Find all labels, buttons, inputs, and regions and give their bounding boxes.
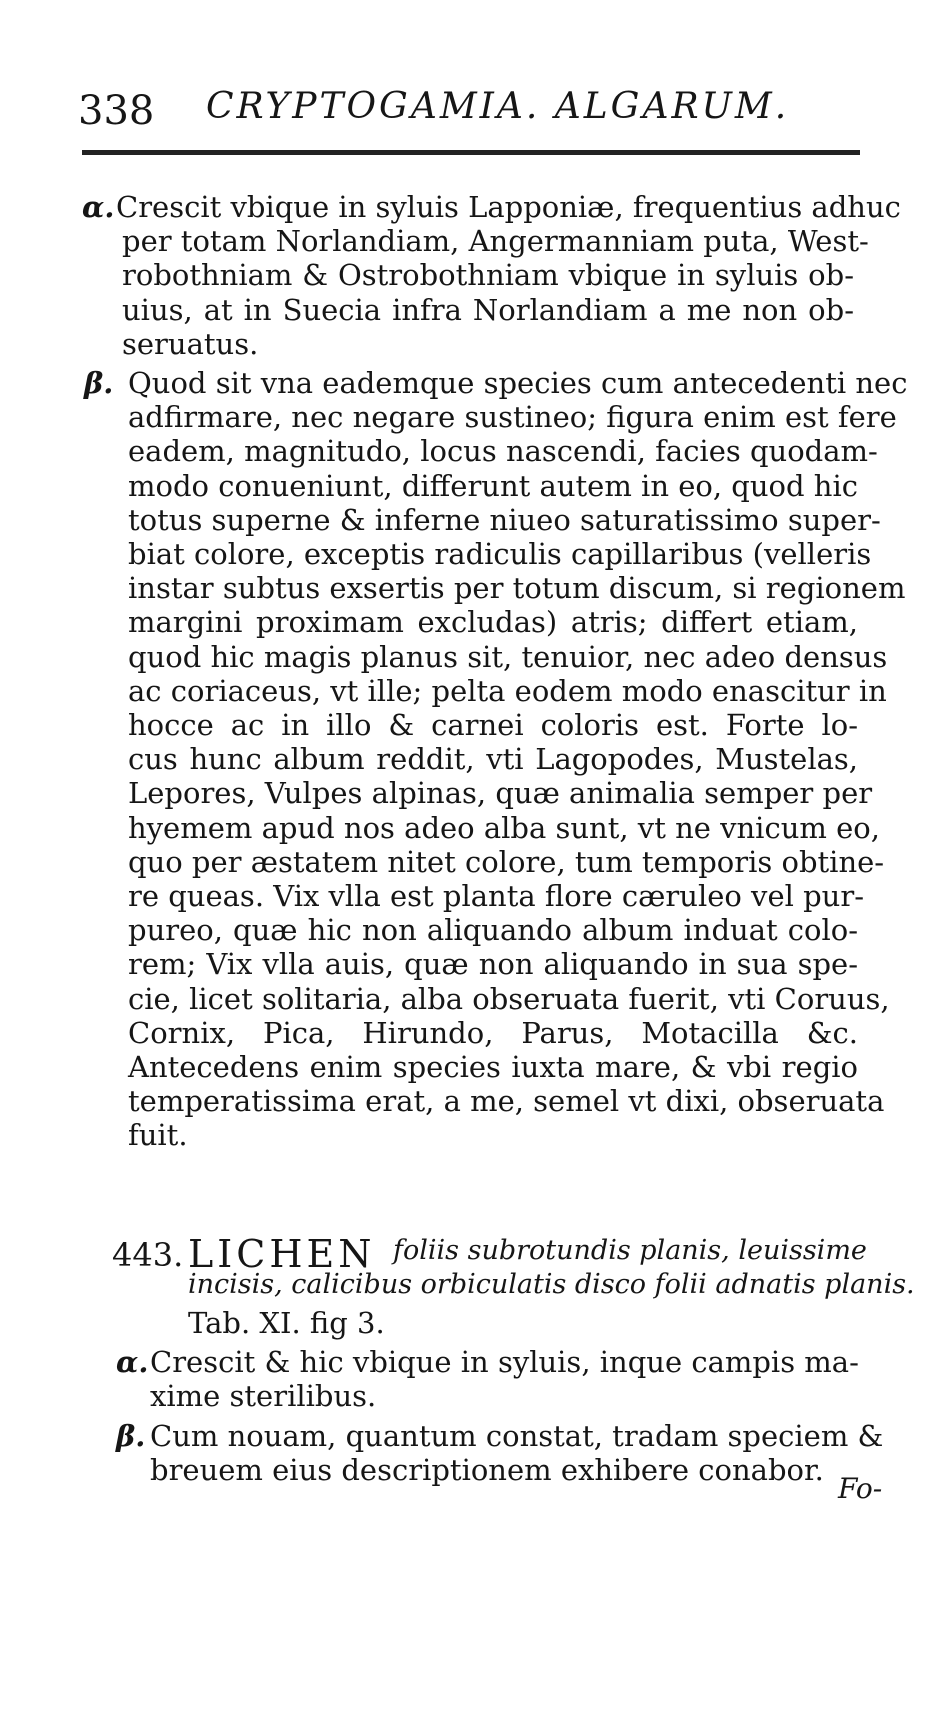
text-line: modo conueniunt, differunt autem in eo, quod hic [128,468,858,503]
text-line: instar subtus exsertis per totum discum, si regionem [128,571,906,606]
entry-number: 443. [112,1236,184,1274]
text-line: totus superne & inferne niueo saturatissimo super- [128,502,881,537]
text-line: adfirmare, nec negare sustineo; figura enim est fere [128,400,897,435]
diagnosis-line: foliis subrotundis planis, leuissime [393,1235,867,1266]
figure-reference: Tab. XI. fig 3. [188,1306,385,1340]
text-line: xime sterilibus. [150,1379,377,1414]
text-line: breuem eius descriptionem exhibere conabor. [150,1453,824,1488]
text-line: margini proximam excludas) atris; differt etiam, [128,605,858,640]
page-number: 338 [78,88,155,134]
text-line: ac coriaceus, vt ille; pelta eodem modo enascitur in [128,673,887,708]
paragraph-beta-2 [116,1419,884,1488]
text-line: per totam Norlandiam, Angermanniam puta, West- [122,224,869,259]
text-line: Crescit & hic vbique in syluis, inque campis ma- [150,1345,859,1379]
entry-genus: LICHEN [188,1232,376,1276]
text-line: Lepores, Vulpes alpinas, quæ animalia semper per [128,776,873,811]
text-line: hyemem apud nos adeo alba sunt, vt ne vnicum eo, [128,810,880,845]
text-line: quo per æstatem nitet colore, tum temporis obtine- [128,844,885,879]
text-line: hocce ac in illo & carnei coloris est. Forte lo- [128,708,858,743]
text-line: rem; Vix vlla auis, quæ non aliquando in sua spe- [128,947,858,982]
text-line: cie, licet solitaria, alba obseruata fuerit, vti Coruus, [128,981,890,1016]
running-title: CRYPTOGAMIA. ALGARUM. [206,86,790,127]
text-line: Crescit vbique in syluis Lapponiæ, frequentius adhuc [116,190,901,224]
text-line: eadem, magnitudo, locus nascendi, facies quodam- [128,434,878,469]
text-line: Cum nouam, quantum constat, tradam speciem & [150,1419,884,1453]
page-header [78,78,858,138]
text-line: uius, at in Suecia infra Norlandiam a me non ob- [122,292,854,327]
text-line: Cornix, Pica, Hirundo, Parus, Motacilla &c. [128,1015,858,1050]
text-line: robothniam & Ostrobothniam vbique in syluis ob- [122,258,854,293]
text-line: pureo, quæ hic non aliquando album induat colo- [128,913,858,948]
paragraph-marker: α. [82,190,115,224]
text-line: cus hunc album reddit, vti Lagopodes, Mustelas, [128,742,858,777]
entry-diagnosis [188,1234,915,1302]
catchword: Fo- [838,1472,883,1505]
paragraph-alpha-2 [116,1345,859,1414]
paragraph-marker: α. [116,1345,149,1379]
paragraph-marker: β. [116,1419,146,1453]
diagnosis-line: incisis, calicibus orbiculatis disco folii adnatis planis. [188,1269,915,1300]
paragraph-beta-1 [84,366,908,1153]
text-line: quod hic magis planus sit, tenuior, nec adeo densus [128,639,888,674]
text-line: Quod sit vna eademque species cum antecedenti nec [128,366,908,400]
header-rule [82,150,860,155]
paragraph-marker: β. [84,366,114,400]
text-line: Antecedens enim species iuxta mare, & vbi regio [128,1050,858,1085]
text-line: seruatus. [122,326,259,361]
text-line: re queas. Vix vlla est planta flore cæruleo vel pur- [128,879,865,914]
text-line: temperatissima erat, a me, semel vt dixi, obseruata [128,1084,885,1119]
paragraph-alpha-1 [82,190,901,361]
text-line: biat colore, exceptis radiculis capillaribus (velleris [128,537,872,572]
text-line: fuit. [128,1118,188,1153]
